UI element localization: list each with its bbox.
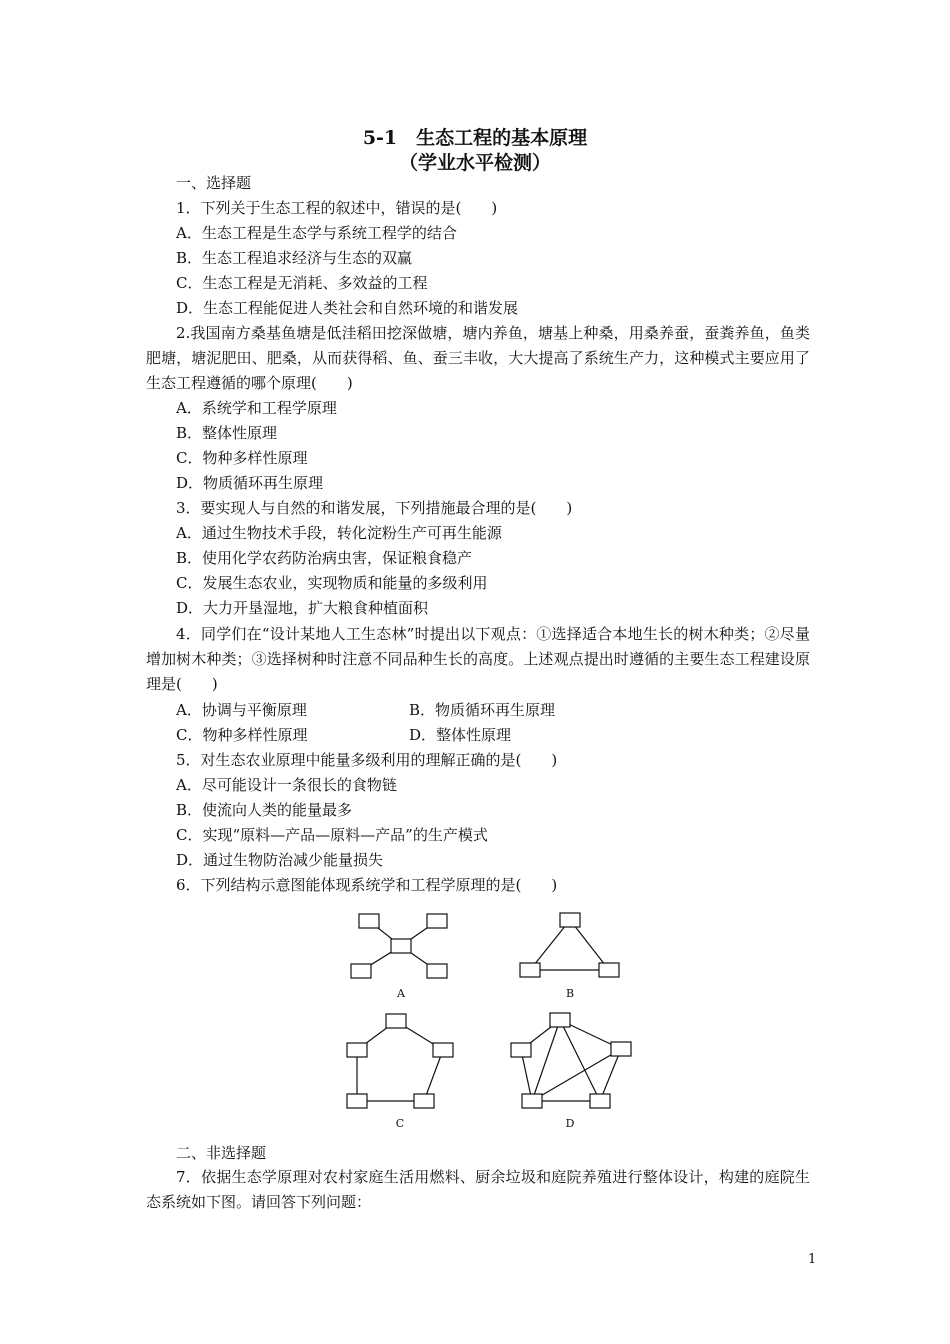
question-4-option-d: D．整体性原理 <box>409 726 512 744</box>
section-heading-choice: 一、选择题 <box>176 174 252 192</box>
question-3-option-a: A．通过生物技术手段，转化淀粉生产可再生能源 <box>176 524 502 542</box>
diagram-d <box>511 1013 631 1130</box>
diagram-a-node <box>359 914 379 928</box>
diagram-a <box>351 914 447 1000</box>
diagram-d-edge <box>600 1049 621 1101</box>
question-2-option-b: B．整体性原理 <box>176 424 278 442</box>
diagram-c-node <box>386 1014 406 1028</box>
diagram-c-edge <box>424 1050 443 1101</box>
diagram-b-node <box>560 913 580 927</box>
diagram-c-caption: C <box>395 1117 405 1130</box>
diagram-d-edge <box>560 1020 600 1101</box>
question-3-option-c: C．发展生态农业，实现物质和能量的多级利用 <box>176 574 488 592</box>
diagram-d-node <box>550 1013 570 1027</box>
diagram-a-node <box>427 914 447 928</box>
question-5-option-a: A．尽可能设计一条很长的食物链 <box>176 776 397 794</box>
question-5-stem: 5．对生态农业原理中能量多级利用的理解正确的是( ) <box>176 751 558 769</box>
title-main: 5-1 生态工程的基本原理 <box>362 127 588 149</box>
diagram-d-node <box>611 1042 631 1056</box>
diagram-b-node <box>520 963 540 977</box>
diagram-d-node <box>522 1094 542 1108</box>
question-1-stem: 1．下列关于生态工程的叙述中，错误的是( ) <box>176 199 498 217</box>
question-5-option-d: D．通过生物防治减少能量损失 <box>176 851 384 869</box>
question-4-stem: 4．同学们在“设计某地人工生态林”时提出以下观点：①选择适合本地生长的树木种类；②尽量增加树木种类；③选择树种时注意不同品种生长的高度。上述观点提出时遵循的主要生态工程建设原理是( ) <box>146 625 810 693</box>
diagram-b-node <box>599 963 619 977</box>
diagram-a-node <box>351 964 371 978</box>
question-3-option-b: B．使用化学农药防治病虫害，保证粮食稳产 <box>176 549 473 567</box>
question-4-option-c: C．物种多样性原理 <box>176 726 308 744</box>
page-number: 1 <box>808 1252 817 1267</box>
question-1-option-a: A．生态工程是生态学与系统工程学的结合 <box>176 224 457 242</box>
diagram-d-caption: D <box>565 1117 575 1130</box>
question-4-option-a: A．协调与平衡原理 <box>176 701 307 719</box>
question-6-stem: 6．下列结构示意图能体现系统学和工程学原理的是( ) <box>176 876 558 894</box>
question-1-option-c: C．生态工程是无消耗、多效益的工程 <box>176 274 428 292</box>
diagram-a-node <box>427 964 447 978</box>
question-5-option-c: C．实现“原料—产品—原料—产品”的生产模式 <box>176 826 488 844</box>
question-5-option-b: B．使流向人类的能量最多 <box>176 801 353 819</box>
question-7-stem: 7．依据生态学原理对农村家庭生活用燃料、厨余垃圾和庭院养殖进行整体设计，构建的庭院生态系统如下图。请回答下列问题： <box>146 1168 810 1211</box>
question-2-option-c: C．物种多样性原理 <box>176 449 308 467</box>
title-sub: （学业水平检测） <box>398 152 551 174</box>
diagram-d-node <box>590 1094 610 1108</box>
diagram-a-caption: A <box>397 987 405 1000</box>
question-1-option-d: D．生态工程能促进人类社会和自然环境的和谐发展 <box>176 299 519 317</box>
diagram-c-node <box>347 1094 367 1108</box>
diagram-d-edge <box>532 1020 560 1101</box>
diagram-d-edge <box>521 1050 532 1101</box>
diagram-d-edge <box>532 1049 621 1101</box>
question-2-option-d: D．物质循环再生原理 <box>176 474 324 492</box>
diagram-d-node <box>511 1043 531 1057</box>
section-heading-nonchoice: 二、非选择题 <box>176 1144 267 1162</box>
diagram-b-caption: B <box>565 987 575 1000</box>
question-2-stem: 2.我国南方桑基鱼塘是低洼稻田挖深做塘，塘内养鱼，塘基上种桑，用桑养蚕，蚕粪养鱼，鱼类肥塘，塘泥肥田、肥桑，从而获得稻、鱼、蚕三丰收，大大提高了系统生产力，这种模式主要应用了生态工程遵循的哪个原理( ) <box>146 324 810 392</box>
diagram-b <box>520 913 619 1000</box>
question-2-option-a: A．系统学和工程学原理 <box>176 399 337 417</box>
question-3-option-d: D．大力开垦湿地，扩大粮食种植面积 <box>176 599 429 617</box>
diagram-c-node <box>433 1043 453 1057</box>
diagram-c-node <box>414 1094 434 1108</box>
question-1-option-b: B．生态工程追求经济与生态的双赢 <box>176 249 413 267</box>
diagram-c <box>347 1014 453 1130</box>
question-3-stem: 3．要实现人与自然的和谐发展，下列措施最合理的是( ) <box>176 499 573 517</box>
question-4-option-b: B．物质循环再生原理 <box>409 701 556 719</box>
diagram-c-node <box>347 1043 367 1057</box>
diagram-a-center-node <box>391 939 411 953</box>
